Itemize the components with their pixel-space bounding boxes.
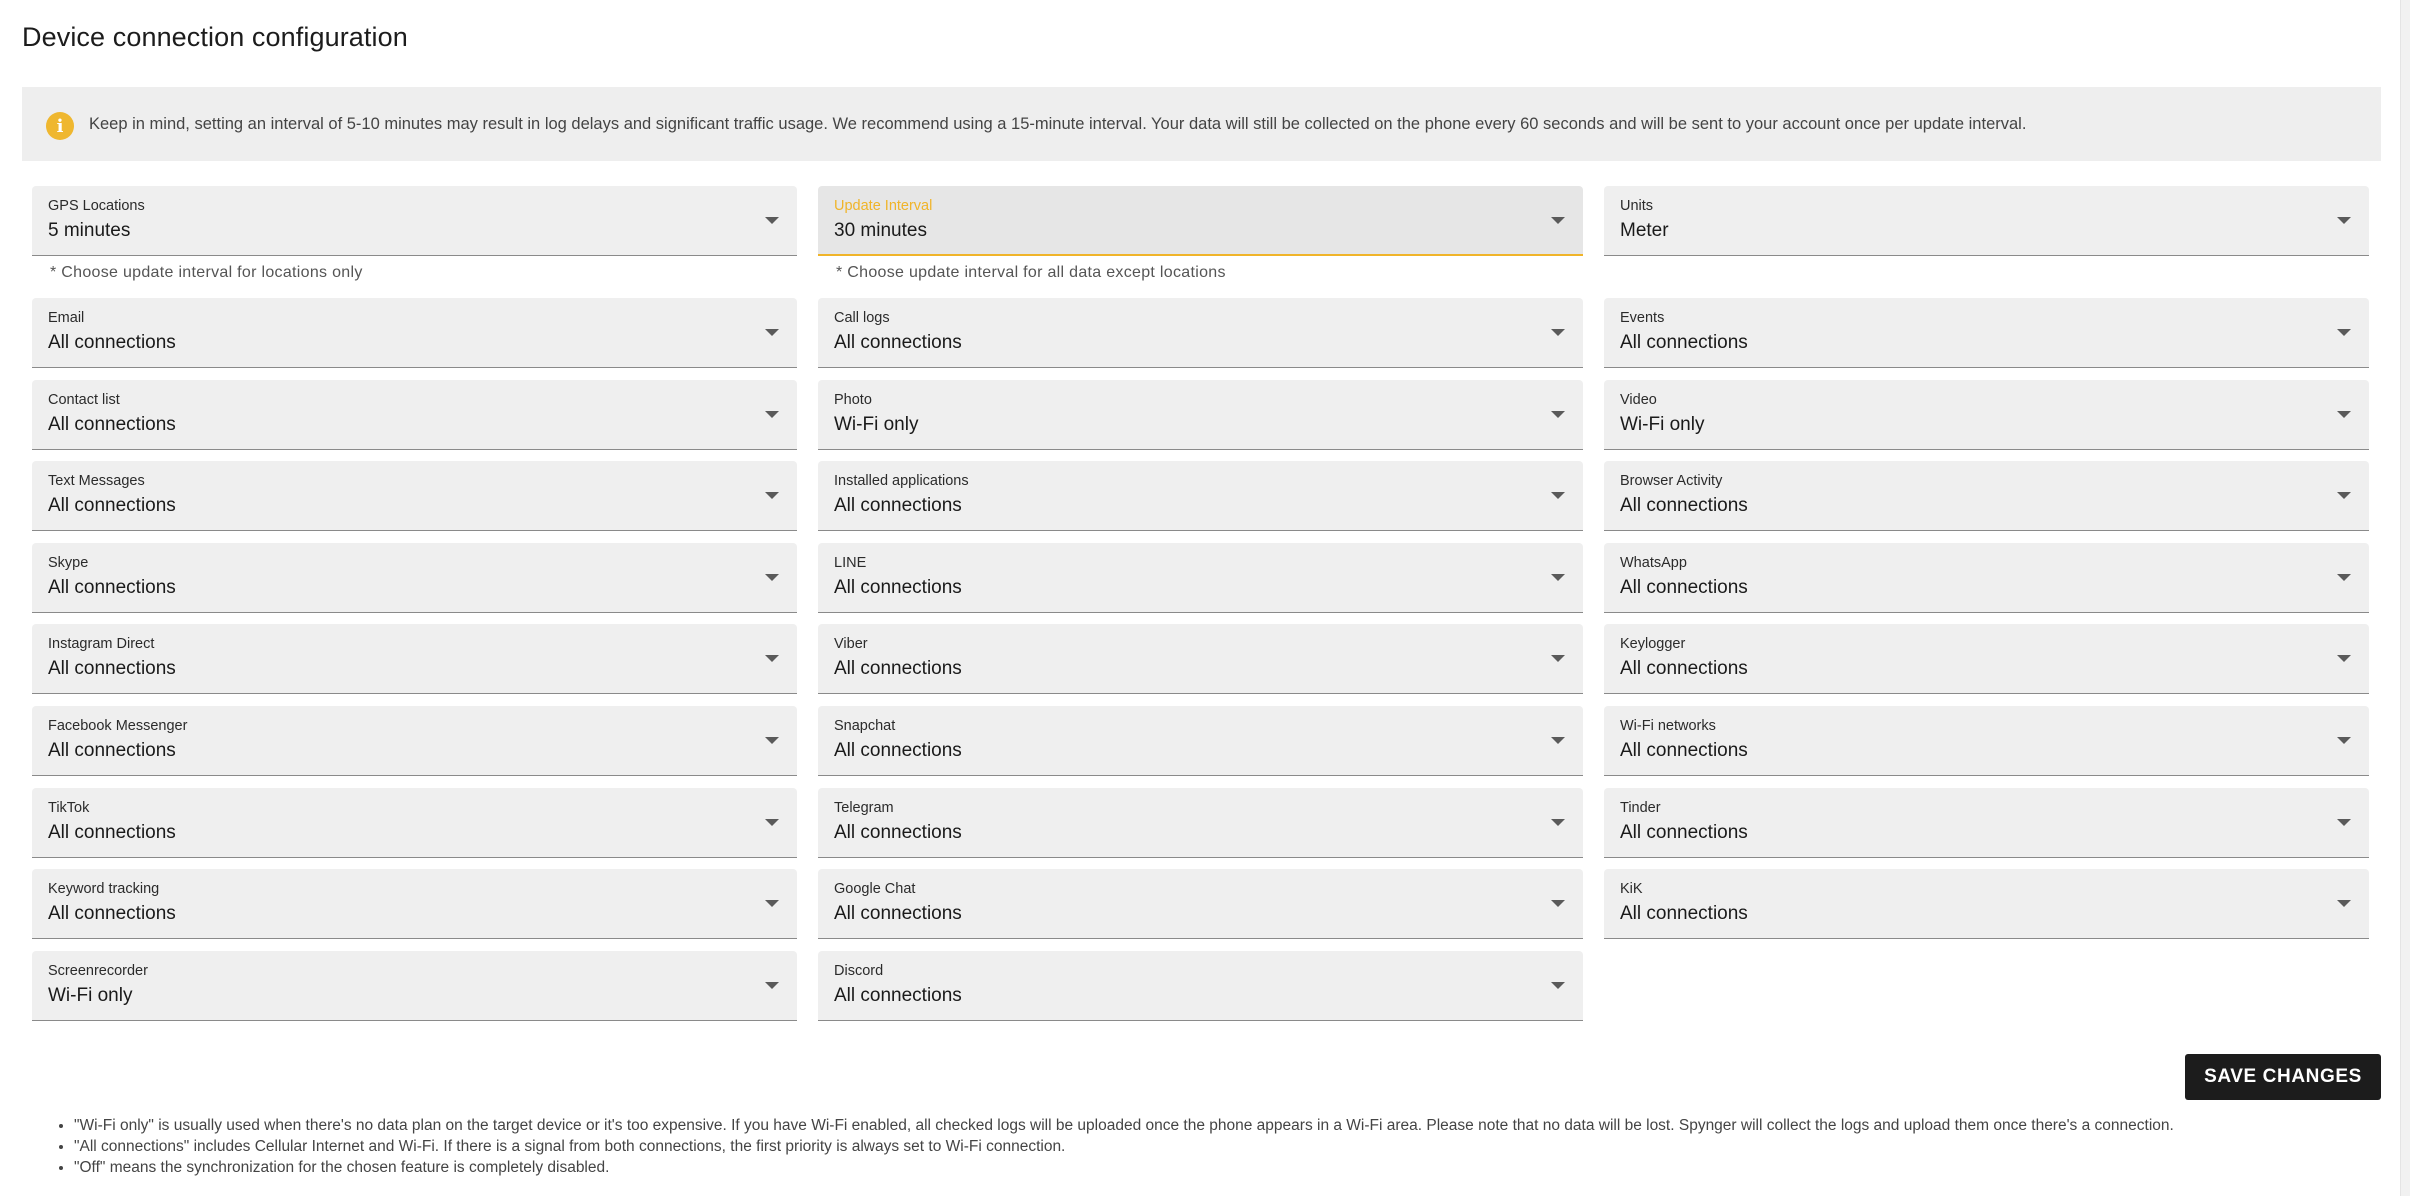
field-value: All connections: [48, 822, 176, 843]
tiktok-select[interactable]: [32, 788, 797, 858]
events-select[interactable]: [1604, 298, 2369, 368]
note-all-connections: • "All connections" includes Cellular Internet and Wi-Fi. If there is a signal from both connections, the first priority is always set to Wi-Fi connection.: [74, 1136, 2174, 1157]
field-label: KiK: [1620, 881, 1643, 897]
notice-text: Keep in mind, setting an interval of 5-10 minutes may result in log delays and significant traffic usage. We recommend using a 15-minute interval. Your data will still be collected on the phone every 60 seconds and will be sent to your account once per update interval.: [89, 114, 2027, 133]
field-value: All connections: [1620, 740, 1748, 761]
wi-fi-networks-select[interactable]: [1604, 706, 2369, 776]
caret-down-icon: [765, 217, 779, 224]
installed-applications-select[interactable]: [818, 461, 1583, 531]
field-value: All connections: [834, 740, 962, 761]
field-label: Facebook Messenger: [48, 718, 188, 734]
field-value: All connections: [1620, 658, 1748, 679]
caret-down-icon: [1551, 982, 1565, 989]
field-label: Photo: [834, 392, 872, 408]
field-value: All connections: [834, 658, 962, 679]
viber-select[interactable]: [818, 624, 1583, 694]
field-label: LINE: [834, 555, 867, 571]
field-value: All connections: [834, 903, 962, 924]
call-logs-select[interactable]: [818, 298, 1583, 368]
field-value: All connections: [48, 658, 176, 679]
caret-down-icon: [765, 982, 779, 989]
field-value: Meter: [1620, 220, 1669, 241]
field-label: Units: [1620, 198, 1654, 214]
field-label: Discord: [834, 963, 884, 979]
page-scrollbar[interactable]: [2400, 0, 2410, 1196]
field-label: Update Interval: [834, 198, 933, 214]
caret-down-icon: [1551, 217, 1565, 224]
field-value: Wi-Fi only: [834, 414, 919, 435]
caret-down-icon: [765, 411, 779, 418]
caret-down-icon: [2337, 655, 2351, 662]
whatsapp-select[interactable]: [1604, 543, 2369, 613]
page-title: Device connection configuration: [22, 22, 408, 52]
keylogger-select[interactable]: [1604, 624, 2369, 694]
save-changes-button[interactable]: SAVE CHANGES: [2185, 1054, 2381, 1100]
facebook-messenger-select[interactable]: [32, 706, 797, 776]
field-label: Email: [48, 310, 85, 326]
gps-helper-text: * Choose update interval for locations only: [50, 264, 363, 281]
google-chat-select[interactable]: [818, 869, 1583, 939]
field-label: Call logs: [834, 310, 890, 326]
caret-down-icon: [1551, 900, 1565, 907]
field-label: TikTok: [48, 800, 90, 816]
field-value: All connections: [1620, 822, 1748, 843]
connection-notes: [54, 1115, 2174, 1178]
field-label: Wi-Fi networks: [1620, 718, 1716, 734]
field-label: Skype: [48, 555, 89, 571]
interval-notice: [22, 87, 2381, 161]
line-select[interactable]: [818, 543, 1583, 613]
field-label: Snapchat: [834, 718, 896, 734]
field-value: 30 minutes: [834, 220, 927, 241]
caret-down-icon: [765, 329, 779, 336]
instagram-direct-select[interactable]: [32, 624, 797, 694]
note-wifi-only: • "Wi-Fi only" is usually used when there's no data plan on the target device or it's too expensive. If you have Wi-Fi enabled, all checked logs will be uploaded once the phone appears in a Wi-Fi area. Please note that no data will be lost. Spynger will collect the logs and upload them once there's a connection.: [74, 1115, 2174, 1136]
field-value: All connections: [1620, 903, 1748, 924]
caret-down-icon: [765, 819, 779, 826]
field-label: Text Messages: [48, 473, 145, 489]
field-value: All connections: [834, 822, 962, 843]
caret-down-icon: [2337, 900, 2351, 907]
caret-down-icon: [2337, 574, 2351, 581]
field-value: All connections: [1620, 495, 1748, 516]
caret-down-icon: [1551, 411, 1565, 418]
snapchat-select[interactable]: [818, 706, 1583, 776]
caret-down-icon: [1551, 574, 1565, 581]
caret-down-icon: [1551, 492, 1565, 499]
field-value: All connections: [1620, 332, 1748, 353]
caret-down-icon: [2337, 411, 2351, 418]
field-label: Telegram: [834, 800, 894, 816]
field-label: Video: [1620, 392, 1657, 408]
telegram-select[interactable]: [818, 788, 1583, 858]
skype-select[interactable]: [32, 543, 797, 613]
field-value: All connections: [834, 577, 962, 598]
field-label: Keylogger: [1620, 636, 1686, 652]
field-label: Tinder: [1620, 800, 1661, 816]
caret-down-icon: [765, 655, 779, 662]
field-value: Wi-Fi only: [48, 985, 133, 1006]
field-value: All connections: [48, 740, 176, 761]
email-select[interactable]: [32, 298, 797, 368]
caret-down-icon: [2337, 217, 2351, 224]
caret-down-icon: [765, 574, 779, 581]
field-value: All connections: [1620, 577, 1748, 598]
caret-down-icon: [2337, 492, 2351, 499]
info-icon: i: [46, 112, 74, 140]
field-label: Contact list: [48, 392, 120, 408]
update-interval-select[interactable]: [818, 186, 1583, 256]
field-value: All connections: [48, 495, 176, 516]
tinder-select[interactable]: [1604, 788, 2369, 858]
caret-down-icon: [765, 492, 779, 499]
caret-down-icon: [765, 900, 779, 907]
field-value: 5 minutes: [48, 220, 131, 241]
keyword-tracking-select[interactable]: [32, 869, 797, 939]
caret-down-icon: [2337, 819, 2351, 826]
units-select[interactable]: [1604, 186, 2369, 256]
caret-down-icon: [1551, 819, 1565, 826]
discord-select[interactable]: [818, 951, 1583, 1021]
field-label: Browser Activity: [1620, 473, 1723, 489]
field-value: All connections: [48, 332, 176, 353]
photo-select[interactable]: [818, 380, 1583, 450]
field-value: All connections: [48, 414, 176, 435]
video-select[interactable]: [1604, 380, 2369, 450]
update-interval-helper-text: * Choose update interval for all data except locations: [836, 264, 1226, 281]
caret-down-icon: [1551, 655, 1565, 662]
field-value: All connections: [834, 332, 962, 353]
field-label: WhatsApp: [1620, 555, 1687, 571]
field-label: Instagram Direct: [48, 636, 155, 652]
text-messages-select[interactable]: [32, 461, 797, 531]
field-label: Installed applications: [834, 473, 969, 489]
kik-select[interactable]: [1604, 869, 2369, 939]
caret-down-icon: [765, 737, 779, 744]
field-label: Screenrecorder: [48, 963, 148, 979]
caret-down-icon: [1551, 737, 1565, 744]
field-value: All connections: [834, 495, 962, 516]
note-off: • "Off" means the synchronization for the chosen feature is completely disabled.: [74, 1157, 2174, 1178]
contact-list-select[interactable]: [32, 380, 797, 450]
field-value: All connections: [834, 985, 962, 1006]
field-value: All connections: [48, 903, 176, 924]
field-label: GPS Locations: [48, 198, 145, 214]
field-label: Viber: [834, 636, 868, 652]
field-label: Keyword tracking: [48, 881, 160, 897]
screenrecorder-select[interactable]: [32, 951, 797, 1021]
caret-down-icon: [1551, 329, 1565, 336]
browser-activity-select[interactable]: [1604, 461, 2369, 531]
caret-down-icon: [2337, 329, 2351, 336]
field-label: Events: [1620, 310, 1665, 326]
field-value: Wi-Fi only: [1620, 414, 1705, 435]
field-label: Google Chat: [834, 881, 916, 897]
gps-locations-select[interactable]: [32, 186, 797, 256]
field-value: All connections: [48, 577, 176, 598]
caret-down-icon: [2337, 737, 2351, 744]
